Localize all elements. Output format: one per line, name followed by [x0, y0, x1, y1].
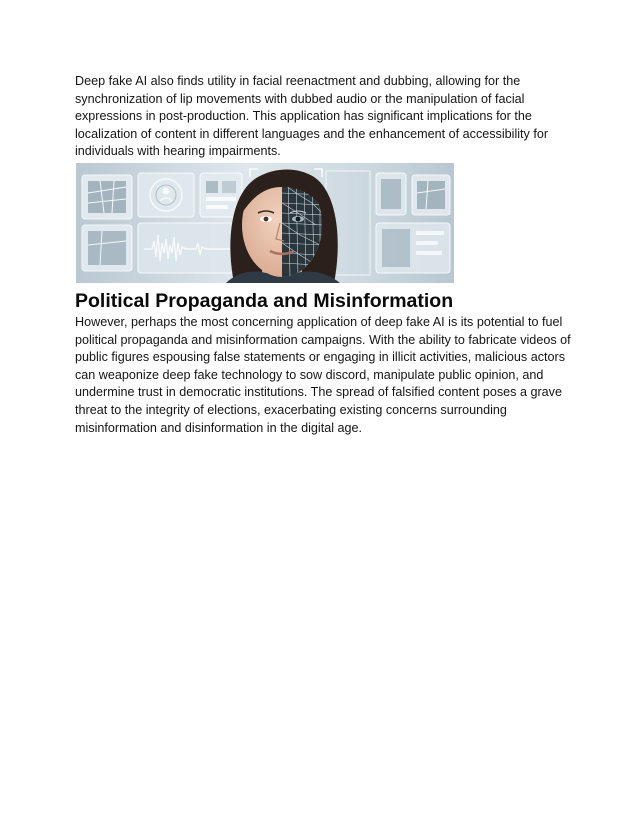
deepfake-face-scan-image	[76, 163, 454, 283]
intro-paragraph: Deep fake AI also finds utility in facial reenactment and dubbing, allowing for the synchronization of lip movements with dubbed audio or the manipulation of facial expressions in post-production. This application has significant implications for the localization of content in different languages and the enhancement of accessibility for individuals with hearing impairments.	[75, 74, 549, 159]
face-scan-illustration-icon	[76, 163, 454, 283]
propaganda-paragraph: However, perhaps the most concerning application of deep fake AI is its potential to fuel political propaganda and misinformation campaigns. With the ability to fabricate videos of public figures espousing false statements or engaging in illicit activities, malicious actors can weaponize deep fake technology to sow discord, manipulate public opinion, and undermine trust in democratic institutions. The spread of falsified content poses a grave threat to the integrity of elections, exacerbating existing concerns surrounding misinformation and disinformation in the digital age.	[75, 315, 571, 435]
section-heading: Political Propaganda and Misinformation	[75, 290, 454, 312]
